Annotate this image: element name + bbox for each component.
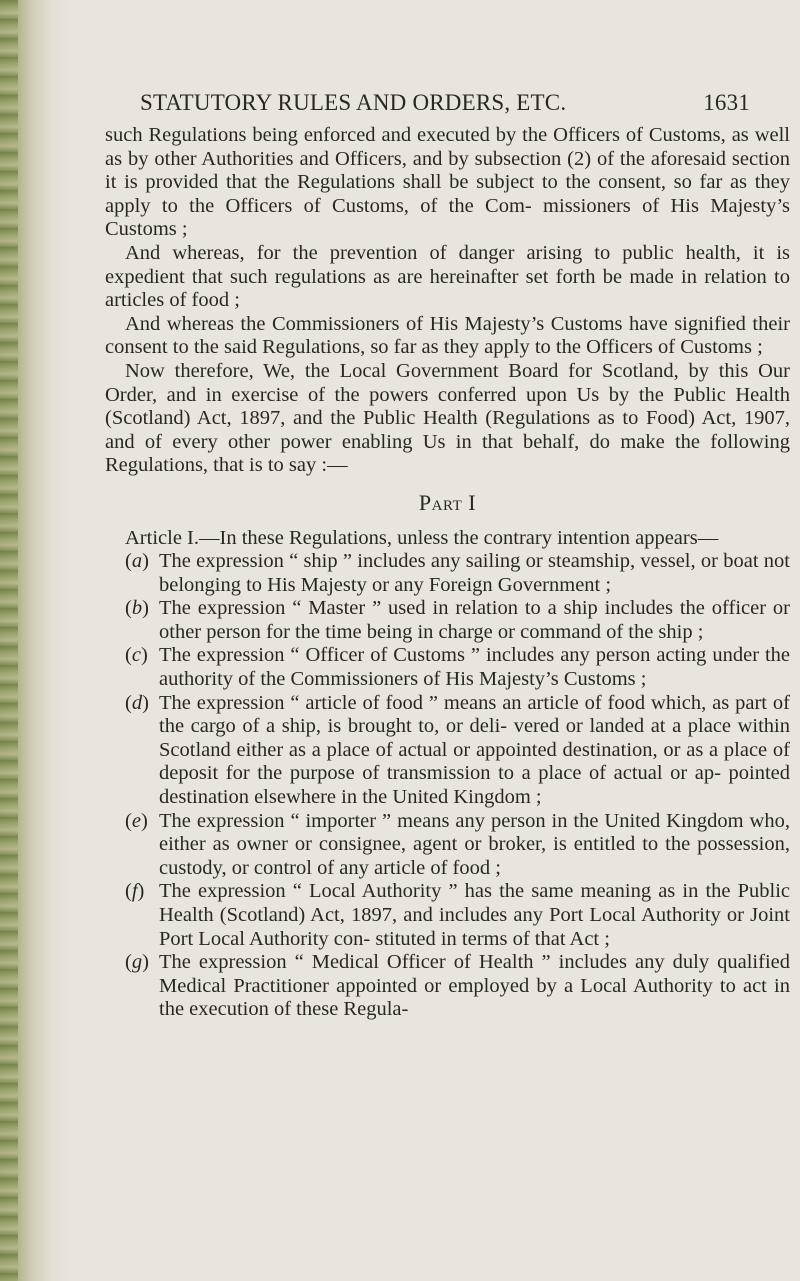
definition-item [105,550,790,597]
header-title: STATUTORY RULES AND ORDERS, ETC. [140,90,567,115]
definition-label: (d) [125,691,149,714]
body-text [105,124,790,1022]
definition-text: The expression “ Officer of Customs ” includes any person acting under the authority of the Commissioners of His Majesty’s Customs ; [159,644,790,691]
article-intro: Article I.—In these Regulations, unless the contrary intention appears— [125,526,719,549]
definition-text: The expression “ importer ” means any person in the United Kingdom who, either as owner or consignee, agent or broker, is entitled to the possession, custody, or control of any article of food ; [159,809,790,879]
running-header [140,90,750,124]
paragraph: And whereas, for the prevention of danger arising to public health, it is expedient that such regulations as are hereinafter set forth be made in relation to articles of food ; [105,241,790,312]
definition-text: The expression “ ship ” includes any sailing or steamship, vessel, or boat not belonging to His Majesty or any Foreign Government ; [159,550,790,596]
definition-item [105,951,790,1022]
definition-item [105,597,790,644]
definition-text: The expression “ article of food ” means an article of food which, as part of the cargo of a ship, is brought to, or deli- vered or landed at a place within Scotland either as a place of actual or appointed destination, or as a place of deposit for the purpose of transmission to a place of actual or ap- pointed destination elsewhere in the United Kingdom ; [159,691,790,809]
definition-text: The expression “ Medical Officer of Health ” includes any duly qualified Medical Practitioner appointed or employed by a Local Authority to act in the execution of these Regula- [159,951,790,1021]
paragraph: And whereas the Commissioners of His Majesty’s Customs have signified their consent to the said Regulations, so far as they apply to the Officers of Customs ; [105,312,790,359]
definition-text: The expression “ Master ” used in relation to a ship includes the officer or other person for the time being in charge or command of the ship ; [159,597,790,643]
definition-label: (f) [125,880,145,903]
definition-label: (g) [125,951,149,974]
definition-label: (e) [125,809,148,832]
definitions-list [105,550,790,1022]
definition-item [105,810,790,881]
definition-label: (b) [125,597,149,620]
document-page [52,0,790,1281]
paragraph: such Regulations being enforced and executed by the Officers of Customs, as well as by other Authorities and Officers, and by subsection (2) of the aforesaid section it is provided that the Regulations shall be subject to the consent, so far as they apply to the Officers of Customs, of the Com- missioners of His Majesty’s Customs ; [105,124,790,241]
binding-edge [0,0,18,1281]
definition-item [105,880,790,951]
page-number: 1631 [703,90,750,115]
paragraph: Now therefore, We, the Local Government Board for Scotland, by this Our Order, and in exercise of the powers conferred upon Us by the Public Health (Scotland) Act, 1897, and the Public Health (Regulations as to Food) Act, 1907, and of every other power enabling Us in that behalf, do make the following Regulations, that is to say :— [105,359,790,477]
definition-text: The expression “ Local Authority ” has the same meaning as in the Public Health (Scotland) Act, 1897, and includes any Port Local Authority or Joint Port Local Authority con- stituted in terms of that Act ; [159,880,790,950]
definition-item [105,644,790,691]
definition-label: (c) [125,644,148,667]
definition-item [105,692,790,810]
part-heading: Part I [418,489,477,515]
definition-label: (a) [125,550,149,573]
